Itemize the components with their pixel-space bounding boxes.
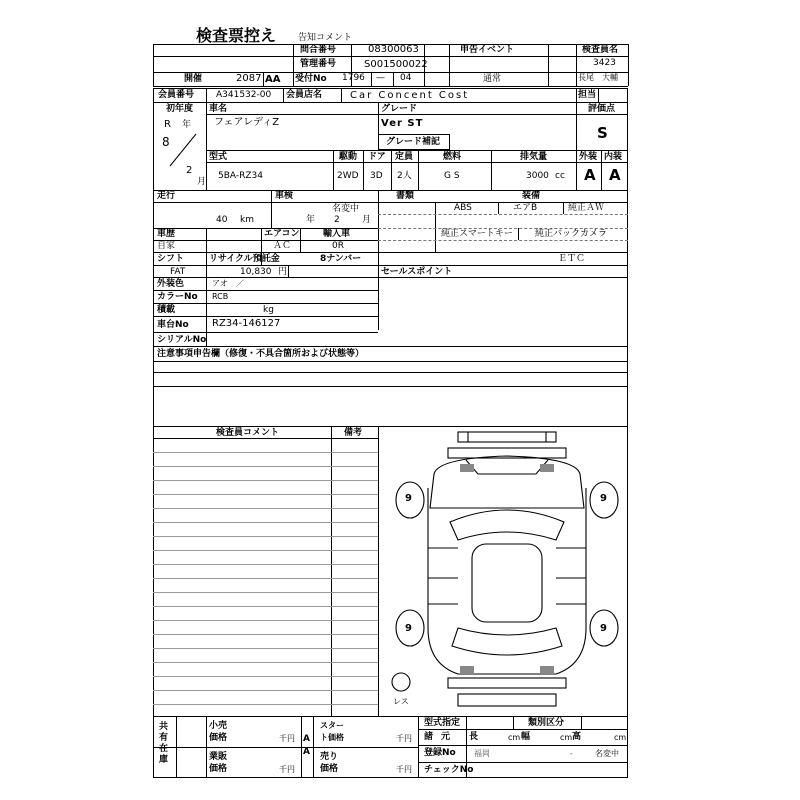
month-unit: 月 [197,177,207,187]
equip-item: ＥＴＣ [558,254,586,264]
equip-item: 純正バックカメラ [535,229,608,239]
col-divider [341,88,342,102]
row-divider [153,240,378,241]
comment-line [153,634,378,635]
col-divider [263,72,264,86]
receipt-label: 受付No [295,74,327,84]
import-value: 0R [332,241,344,251]
comment-line [153,592,378,593]
col-divider [513,716,514,729]
comment-line [153,564,378,565]
comment-line [153,648,378,649]
col-divider [293,44,294,86]
col-divider [283,88,284,102]
year-unit: 年 [182,120,192,130]
mileage-value: 40 [216,215,228,225]
check-no-label: チェックNo [424,765,474,775]
taillight-right [540,666,554,674]
col-divider [288,265,289,277]
equip-item: エアB [513,203,538,213]
declare-event-label: 申告イベント [460,45,515,55]
notes-label: 注意事項申告欄（修復・不具合箇所および状態等） [157,349,365,359]
shift-value: FAT [170,267,186,277]
first-reg-label: 初年度 [166,104,194,114]
shift-label: シフト [157,254,185,264]
door-label: ドア [368,152,386,162]
sell-unit: 千円 [396,765,412,774]
declare-event-value: 通常 [483,74,502,84]
interior-label: 内装 [604,152,623,162]
row-divider [153,252,628,253]
inspector-id: 3423 [593,58,616,68]
inspector-names: 長尾 大輔 [578,73,618,82]
displacement-value: 3000 [526,171,549,181]
fuel-value: G S [444,171,460,181]
score-label: 評価点 [588,104,616,114]
row-divider [153,290,378,291]
door-value: 3D [370,171,383,181]
sell-price-label: 売り価格 [320,752,339,774]
headlight-left [460,464,474,472]
grade-extra-label: グレード補記 [386,137,441,147]
capacity-label: 定員 [395,152,414,162]
res-label: レス [393,697,409,706]
col-divider [491,150,492,190]
col-divider [391,150,392,190]
equip-item: ABS [454,203,472,213]
aircon-label: エアコン [264,229,300,239]
displacement-label: 排気量 [520,152,548,162]
col-divider [378,190,379,330]
row-divider [153,190,628,191]
exterior-value: A [584,166,596,184]
color-no-value: RCB [212,292,229,301]
col-divider [378,426,379,716]
col-divider [581,716,582,729]
row-divider [206,150,628,151]
row-divider [153,102,628,103]
row-divider [418,762,628,763]
exterior-label: 外装 [579,152,598,162]
model-value: 5BA-RZ34 [218,171,263,181]
dashed-divider [378,240,628,241]
headlight-right [540,464,554,472]
inspect-status: 名変中 [332,204,360,214]
score-value: S [597,124,608,142]
comment-line [153,452,378,453]
col-divider [331,426,332,716]
chassis-label: 車台No [157,320,189,330]
comment-line [153,494,378,495]
color-value: アオ ／ [212,279,244,288]
inspector-label: 検査員名 [582,45,619,55]
col-divider [518,228,519,240]
class-label: 類別区分 [528,718,565,728]
inspector-comment-label: 検査員コメント [216,428,280,438]
notes-line [153,372,628,373]
member-no-value: A341532-00 [216,90,272,100]
row-divider [153,316,378,317]
inquiry-no-label: 問合番号 [300,45,337,55]
comment-line [153,690,378,691]
receipt-dash: — [376,73,385,83]
history-value: 自家 [157,241,176,251]
held-label: 開催 [184,74,203,84]
row-divider [418,745,628,746]
col-divider [449,44,450,86]
col-divider [418,716,419,778]
load-unit: kg [263,305,274,315]
col-divider [435,202,436,252]
length-label: 長 [469,732,479,742]
col-divider [206,228,207,346]
aircon-value: ＡＣ [273,241,292,251]
charge-label: 担当 [578,90,597,100]
col-divider [601,150,602,190]
color-label: 外装色 [157,279,185,289]
height-unit: cm [614,733,627,742]
wholesale-label: 業販価格 [209,752,228,774]
start-unit: 千円 [396,734,412,743]
comment-line [153,620,378,621]
retail-unit: 千円 [279,734,295,743]
year-value: 8 [162,135,170,149]
sales-point-label: セールスポイント [381,267,453,277]
fuel-label: 燃料 [443,152,462,162]
comment-line [153,550,378,551]
comment-line [153,578,378,579]
a-mark-2: A [303,747,310,757]
row-divider [153,361,628,362]
docs-label: 書類 [396,191,415,201]
row-divider [206,162,628,163]
mgmt-no-label: 管理番号 [300,59,337,69]
inspect-label: 車検 [275,191,294,201]
mileage-label: 走行 [157,191,176,201]
row-divider [153,332,378,333]
col-divider [498,202,499,214]
taillight-left [460,666,474,674]
row-divider [206,114,628,115]
row-divider [153,716,628,717]
notes-end [153,426,628,427]
equip-label: 装備 [522,191,541,201]
capacity-value: 2人 [397,171,412,181]
col-divider [576,88,577,102]
row-divider [153,86,628,87]
comment-line [153,508,378,509]
grade-value: Ver ST [381,118,424,129]
sheet-title: 検査票控え [196,26,277,45]
member-store-value: Car Concent Cost [350,90,470,101]
row-divider [153,56,628,57]
remarks-label: 備考 [344,428,363,438]
equip-item: 純正スマートキー [441,229,513,239]
row-divider [153,747,418,748]
notice-comment-label: 告知コメント [298,33,353,43]
retail-label: 小売価格 [209,721,228,743]
type-designation-label: 型式指定 [424,718,461,728]
comment-line [153,606,378,607]
row-divider [153,303,378,304]
reg-status: 名変中 [595,749,619,758]
comment-line [153,704,378,705]
chassis-value: RZ34-146127 [212,318,281,329]
col-divider [563,202,564,214]
spec-label: 諸元 [424,732,459,742]
wheel-mark-front-right: 9 [600,493,607,504]
era-value: R [164,119,171,130]
drive-label: 駆動 [339,152,358,162]
width-label: 幅 [521,732,531,742]
col-divider [598,88,599,102]
notes-line [153,386,628,387]
grade-label: グレード [381,104,418,114]
interior-value: A [609,166,621,184]
member-store-label: 会員店名 [286,90,323,100]
load-label: 積載 [157,305,176,315]
yen-unit: 円 [278,267,288,277]
slash-mark [168,132,198,168]
start-price-label: スタート価格 [320,721,344,742]
inquiry-no-value: 08300063 [368,44,419,55]
color-no-label: カラーNo [157,292,198,302]
receipt-no: 1796 [342,73,365,83]
comment-line [153,466,378,467]
car-name-label: 車名 [209,104,228,114]
comment-line [153,676,378,677]
recycle-label: リサイクル預託金 [209,254,280,264]
member-no-label: 会員番号 [158,90,195,100]
wheel-mark-rear-left: 9 [405,623,412,634]
col-divider [576,44,577,86]
wholesale-unit: 千円 [279,765,295,774]
comment-line [153,662,378,663]
col-divider [206,88,207,102]
month-value: 2 [186,165,193,176]
height-label: 高 [572,732,582,742]
comment-line [153,480,378,481]
plate-label: 8ナンバー [320,254,362,264]
car-damage-diagram [388,428,626,714]
row-divider [153,72,628,73]
import-label: 輸入車 [323,229,351,239]
row-divider [153,202,628,203]
col-divider [418,150,419,190]
drive-value: 2WD [337,171,359,181]
mgmt-no-value: S001500022 [364,59,428,70]
model-label: 型式 [209,152,228,162]
row-divider [153,438,378,439]
inspect-month: 2 [334,215,340,225]
row-divider [153,277,628,278]
km-unit: km [240,215,254,225]
col-divider [271,190,272,228]
col-divider [393,72,394,86]
comment-line [153,522,378,523]
dashed-divider [378,214,628,215]
col-divider [153,44,154,86]
a-mark-1: A [303,734,310,744]
col-divider [300,228,301,252]
col-divider [628,44,629,86]
inspect-year-unit: 年 [306,215,316,225]
col-divider [206,102,207,190]
recycle-value: 10,830 [240,267,272,277]
col-divider [548,44,549,86]
length-unit: cm [508,733,521,742]
cc-unit: cc [555,171,565,181]
reg-no-label: 登録No [424,748,456,758]
reg-dash: - [570,749,573,758]
row-divider [153,265,628,266]
reg-area: 福岡 [474,749,490,758]
col-divider [333,150,334,190]
row-divider [418,729,628,730]
venue-value: AA [265,74,281,85]
serial-label: シリアルNo [157,335,207,345]
inspect-month-unit: 月 [362,215,372,225]
wheel-mark-rear-right: 9 [600,623,607,634]
receipt-sub: 04 [400,73,412,83]
col-divider [576,102,577,190]
history-label: 車歴 [157,229,176,239]
wheel-mark-front-left: 9 [405,493,412,504]
equip-item: 純正ＡＷ [568,203,605,213]
inspection-sheet [88,0,708,800]
width-unit: cm [560,733,573,742]
col-divider [363,150,364,190]
comment-line [153,536,378,537]
row-divider [153,346,628,347]
car-name-value: フェアレディZ [214,117,280,128]
shared-stock-label: 共有在庫 [159,722,169,765]
col-divider [371,72,372,86]
held-value: 2087 [236,73,262,84]
